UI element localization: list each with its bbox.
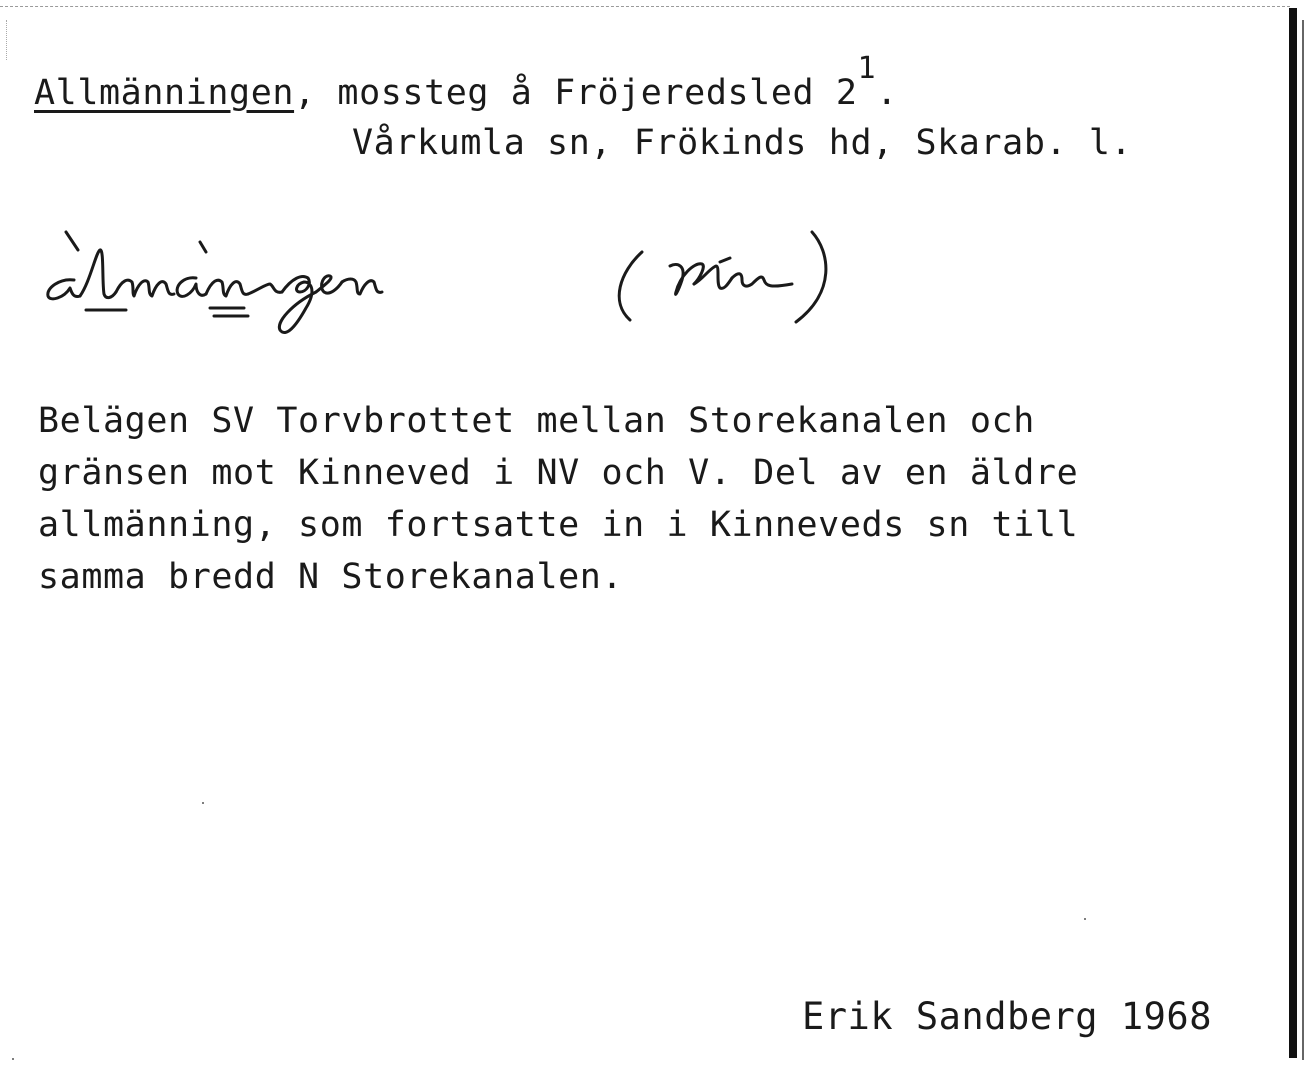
card-heading: [34, 51, 898, 113]
description-line-1: Belägen SV Torvbrottet mellan Storekanalen och: [38, 401, 1035, 441]
heading-superscript: 1: [857, 51, 877, 86]
card-right-edge-shadow: [1302, 20, 1304, 1060]
heading-rest: , mossteg å Fröjeredsled 2: [294, 73, 858, 113]
handwriting-drawing: [30, 222, 850, 352]
scan-speck: [202, 802, 204, 804]
description-line-4: samma bredd N Storekanalen.: [38, 557, 624, 597]
heading-end: .: [876, 73, 898, 113]
signature: Erik Sandberg 1968: [802, 995, 1212, 1038]
card-right-edge: [1289, 8, 1297, 1058]
scan-speck: [12, 1058, 14, 1060]
card-left-edge: [6, 20, 7, 60]
handwritten-pronunciation: [30, 222, 850, 356]
description-line-2: gränsen mot Kinneved i NV och V. Del av en äldre: [38, 453, 1079, 493]
card-top-edge: [0, 6, 1290, 7]
location-line: Vårkumla sn, Frökinds hd, Skarab. l.: [352, 123, 1133, 163]
scan-speck: [1084, 918, 1086, 920]
description-line-3: allmänning, som fortsatte in i Kinneveds sn till: [38, 505, 1079, 545]
headword: Allmänningen: [34, 73, 295, 113]
